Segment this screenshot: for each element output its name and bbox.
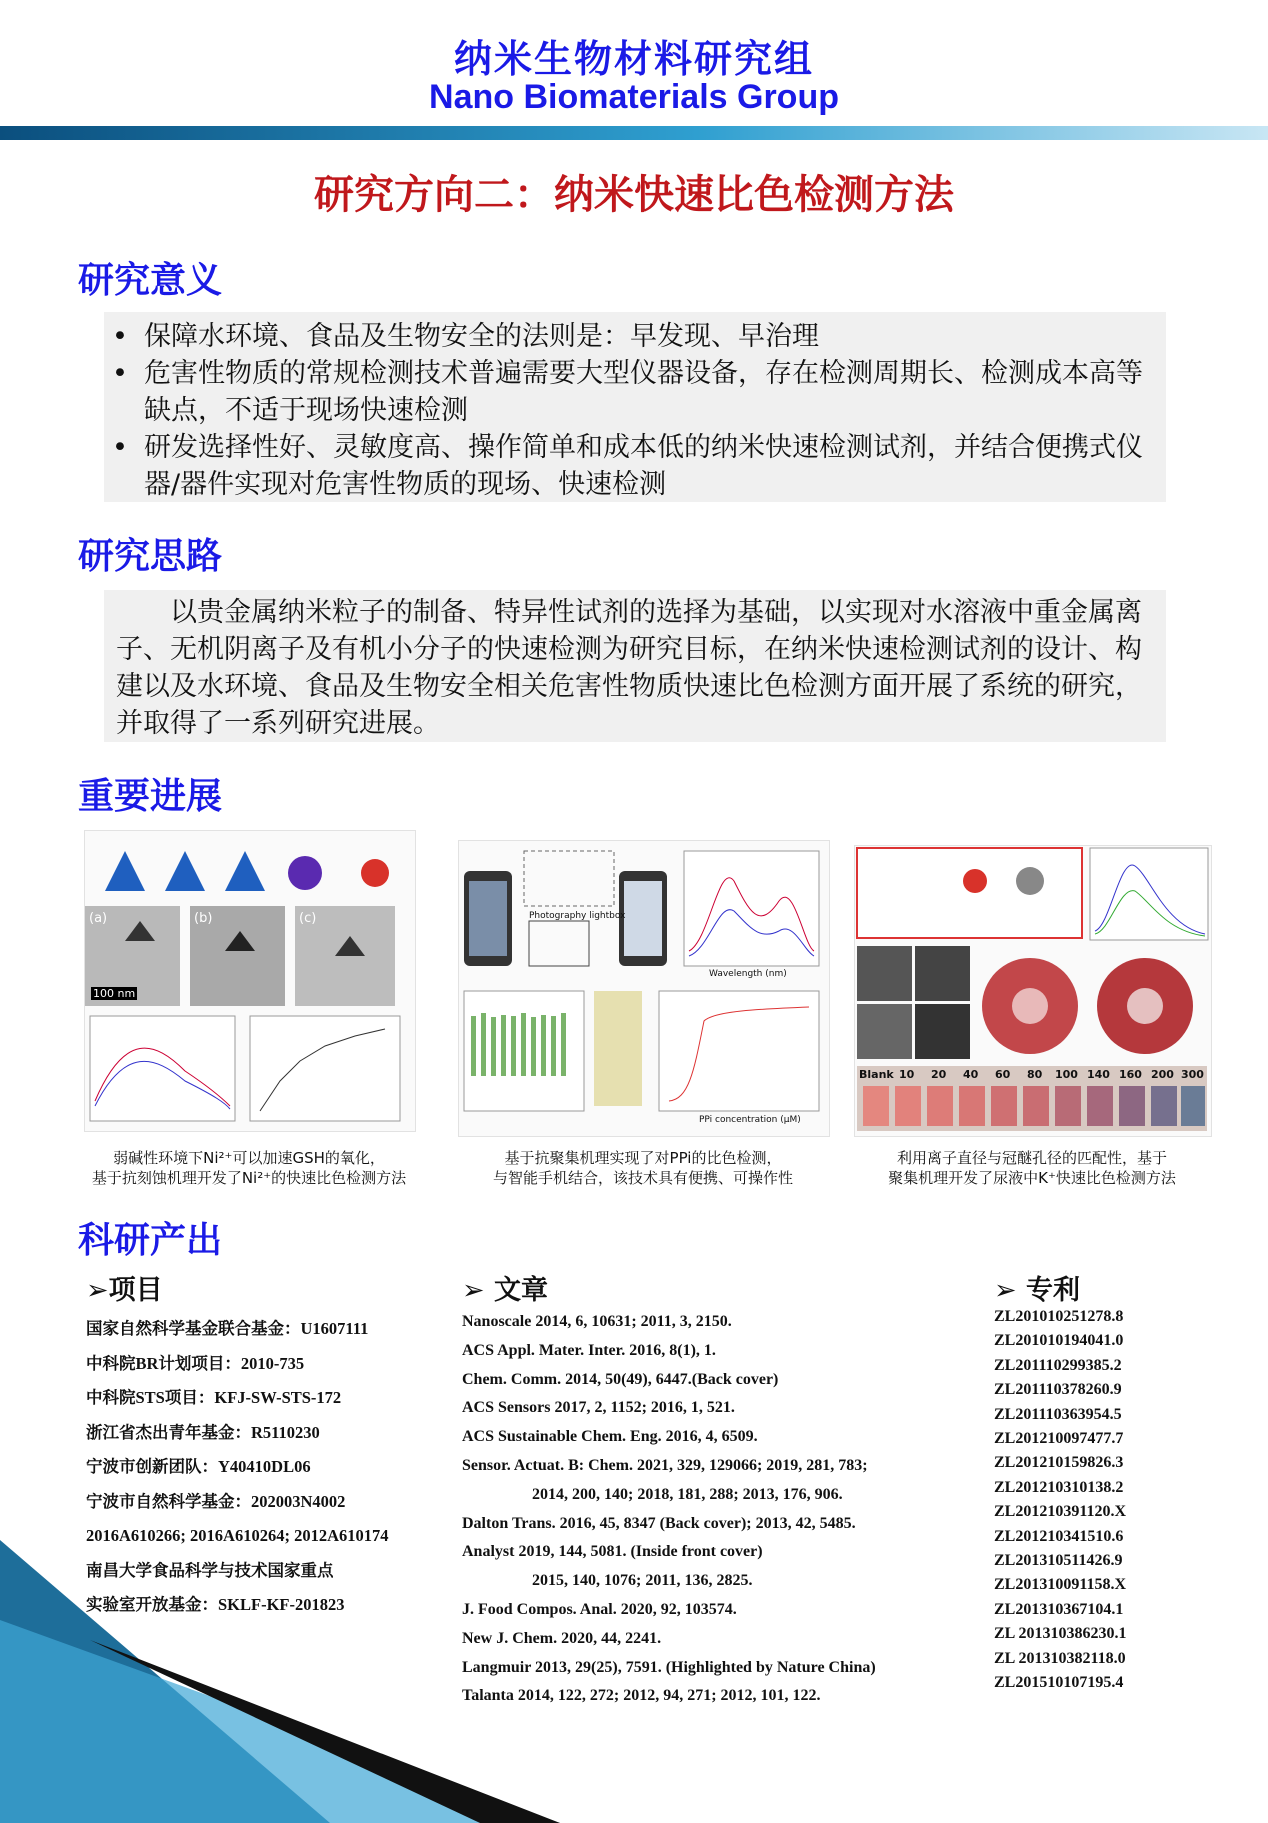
bullet-item: • 危害性物质的常规检测技术普遍需要大型仪器设备，存在检测周期长、检测成本高等缺点，不适于现场快速检测 — [144, 355, 1166, 429]
list-item: 宁波市创新团队：Y40410DL06 — [86, 1457, 311, 1476]
vial-label: 80 — [1027, 1068, 1043, 1081]
list-item: Talanta 2014, 122, 272; 2012, 94, 271; 2012, 101, 122. — [462, 1687, 821, 1705]
section-heading-significance: 研究意义 — [78, 260, 223, 301]
figure-ppi-detection — [458, 840, 830, 1137]
list-item: ACS Sustainable Chem. Eng. 2016, 4, 6509. — [462, 1428, 758, 1446]
list-item: ZL201110378260.9 — [994, 1381, 1122, 1399]
group-title-zh: 纳米生物材料研究组 — [453, 37, 814, 81]
caption-ni: 弱碱性环境下Ni²⁺可以加速GSH的氧化， 基于抗刻蚀机理开发了Ni²⁺的快速比色检测方法 — [91, 1149, 407, 1187]
list-item: ZL201210159826.3 — [994, 1454, 1124, 1472]
caption-k: 利用离子直径与冠醚孔径的匹配性，基于 聚集机理开发了尿液中K⁺快速比色检测方法 — [888, 1149, 1176, 1187]
articles-list — [462, 1308, 876, 1711]
header-band — [0, 126, 1268, 140]
caption-ppi: 基于抗聚集机理实现了对PPi的比色检测， 与智能手机结合，该技术具有便携、可操作性 — [492, 1149, 793, 1187]
list-item: 2015, 140, 1076; 2011, 136, 2825. — [532, 1572, 753, 1590]
list-item: ACS Appl. Mater. Inter. 2016, 8(1), 1. — [462, 1341, 716, 1359]
list-item: ZL201210341510.6 — [994, 1527, 1124, 1545]
articles-heading: ➢ 文章 — [462, 1275, 549, 1306]
figure-ni-illustration — [85, 831, 415, 1131]
figure-k-illustration — [855, 846, 1211, 1136]
significance-box — [104, 312, 1166, 502]
projects-heading: ➢项目 — [86, 1275, 163, 1306]
bullet-item: • 保障水环境、食品及生物安全的法则是：早发现、早治理 — [144, 318, 1166, 355]
scale-bar: 100 nm — [93, 987, 136, 1000]
list-item: ZL201110363954.5 — [994, 1405, 1122, 1423]
section-heading-progress: 重要进展 — [78, 776, 223, 817]
list-item: ZL201310511426.9 — [994, 1552, 1123, 1570]
list-item: 国家自然科学基金联合基金：U1607111 — [86, 1319, 369, 1338]
approach-box — [104, 590, 1166, 742]
bullet-item: • 研发选择性好、灵敏度高、操作简单和成本低的纳米快速检测试剂，并结合便携式仪器/器件实现对危害性物质的现场、快速检测 — [144, 429, 1166, 503]
list-item: 中科院STS项目：KFJ-SW-STS-172 — [86, 1388, 342, 1407]
figure-k-detection — [854, 845, 1212, 1137]
list-item: Langmuir 2013, 29(25), 7591. (Highlighted by Nature China) — [462, 1658, 876, 1676]
list-item: Nanoscale 2014, 6, 10631; 2011, 3, 2150. — [462, 1313, 732, 1330]
list-item: 宁波市自然科学基金：202003N4002 — [86, 1491, 346, 1511]
list-item: J. Food Compos. Anal. 2020, 92, 103574. — [462, 1600, 737, 1618]
axis-label: PPi concentration (μM) — [699, 1115, 801, 1125]
list-item: ZL201210391120.X — [994, 1503, 1127, 1521]
lightbox-label: Photography lightbox — [529, 911, 626, 921]
panel-label: (b) — [194, 911, 213, 926]
list-item: Chem. Comm. 2014, 50(49), 6447.(Back cover) — [462, 1370, 779, 1388]
panel-label: (c) — [299, 911, 317, 926]
projects-list — [86, 1312, 389, 1623]
panel-label: (a) — [89, 911, 108, 926]
list-item: 实验室开放基金：SKLF-KF-201823 — [86, 1595, 345, 1614]
vial-label: 20 — [931, 1068, 947, 1081]
main-title: 研究方向二：纳米快速比色检测方法 — [314, 172, 954, 218]
list-item: ZL201210097477.7 — [994, 1430, 1124, 1448]
section-heading-output: 科研产出 — [78, 1220, 223, 1261]
list-item: New J. Chem. 2020, 44, 2241. — [462, 1629, 662, 1647]
figure-ppi-illustration — [459, 841, 829, 1136]
list-item: ACS Sensors 2017, 2, 1152; 2016, 1, 521. — [462, 1399, 735, 1417]
list-item: ZL201010194041.0 — [994, 1332, 1124, 1350]
list-item: 2014, 200, 140; 2018, 181, 288; 2013, 176, 906. — [532, 1485, 843, 1503]
figure-ni-detection — [84, 830, 416, 1132]
list-item: ZL 201310382118.0 — [994, 1649, 1126, 1667]
list-item: ZL201310367104.1 — [994, 1600, 1124, 1618]
vial-label: 160 — [1119, 1068, 1142, 1081]
list-item: Dalton Trans. 2016, 45, 8347 (Back cover); 2013, 42, 5485. — [462, 1514, 856, 1532]
list-item: 2016A610266; 2016A610264; 2012A610174 — [86, 1526, 389, 1545]
list-item: Sensor. Actuat. B: Chem. 2021, 329, 129066; 2019, 281, 783; — [462, 1456, 868, 1474]
vial-label: 100 — [1055, 1068, 1078, 1081]
patents-heading: ➢ 专利 — [994, 1275, 1081, 1306]
list-item: ZL201210310138.2 — [994, 1478, 1124, 1496]
section-heading-approach: 研究思路 — [78, 536, 223, 577]
vial-label: 40 — [963, 1068, 979, 1081]
vial-label: 10 — [899, 1068, 915, 1081]
list-item: ZL 201310386230.1 — [994, 1625, 1127, 1643]
list-item: ZL201010251278.8 — [994, 1308, 1124, 1325]
list-item: ZL201510107195.4 — [994, 1674, 1124, 1692]
patents-list — [994, 1305, 1126, 1696]
list-item: 南昌大学食品科学与技术国家重点 — [86, 1560, 334, 1580]
axis-label: Wavelength (nm) — [709, 969, 787, 979]
list-item: 浙江省杰出青年基金：R5110230 — [86, 1422, 320, 1442]
list-item: Analyst 2019, 144, 5081. (Inside front cover) — [462, 1543, 763, 1561]
approach-text: 以贵金属纳米粒子的制备、特异性试剂的选择为基础，以实现对水溶液中重金属离子、无机阴离子及有机小分子的快速检测为研究目标，在纳米快速检测试剂的设计、构建以及水环境、食品及生物安全相关危害性物质快速比色检测方面开展了系统的研究，并取得了一系列研究进展。 — [116, 597, 1142, 739]
list-item: 中科院BR计划项目：2010-735 — [86, 1353, 305, 1373]
list-item: ZL201110299385.2 — [994, 1356, 1122, 1374]
vial-label: Blank — [859, 1068, 894, 1081]
vial-label: 60 — [995, 1068, 1011, 1081]
vial-label: 300 — [1181, 1068, 1204, 1081]
vial-label: 140 — [1087, 1068, 1110, 1081]
group-title-en: Nano Biomaterials Group — [429, 78, 839, 116]
vial-label: 200 — [1151, 1068, 1174, 1081]
list-item: ZL201310091158.X — [994, 1576, 1127, 1594]
